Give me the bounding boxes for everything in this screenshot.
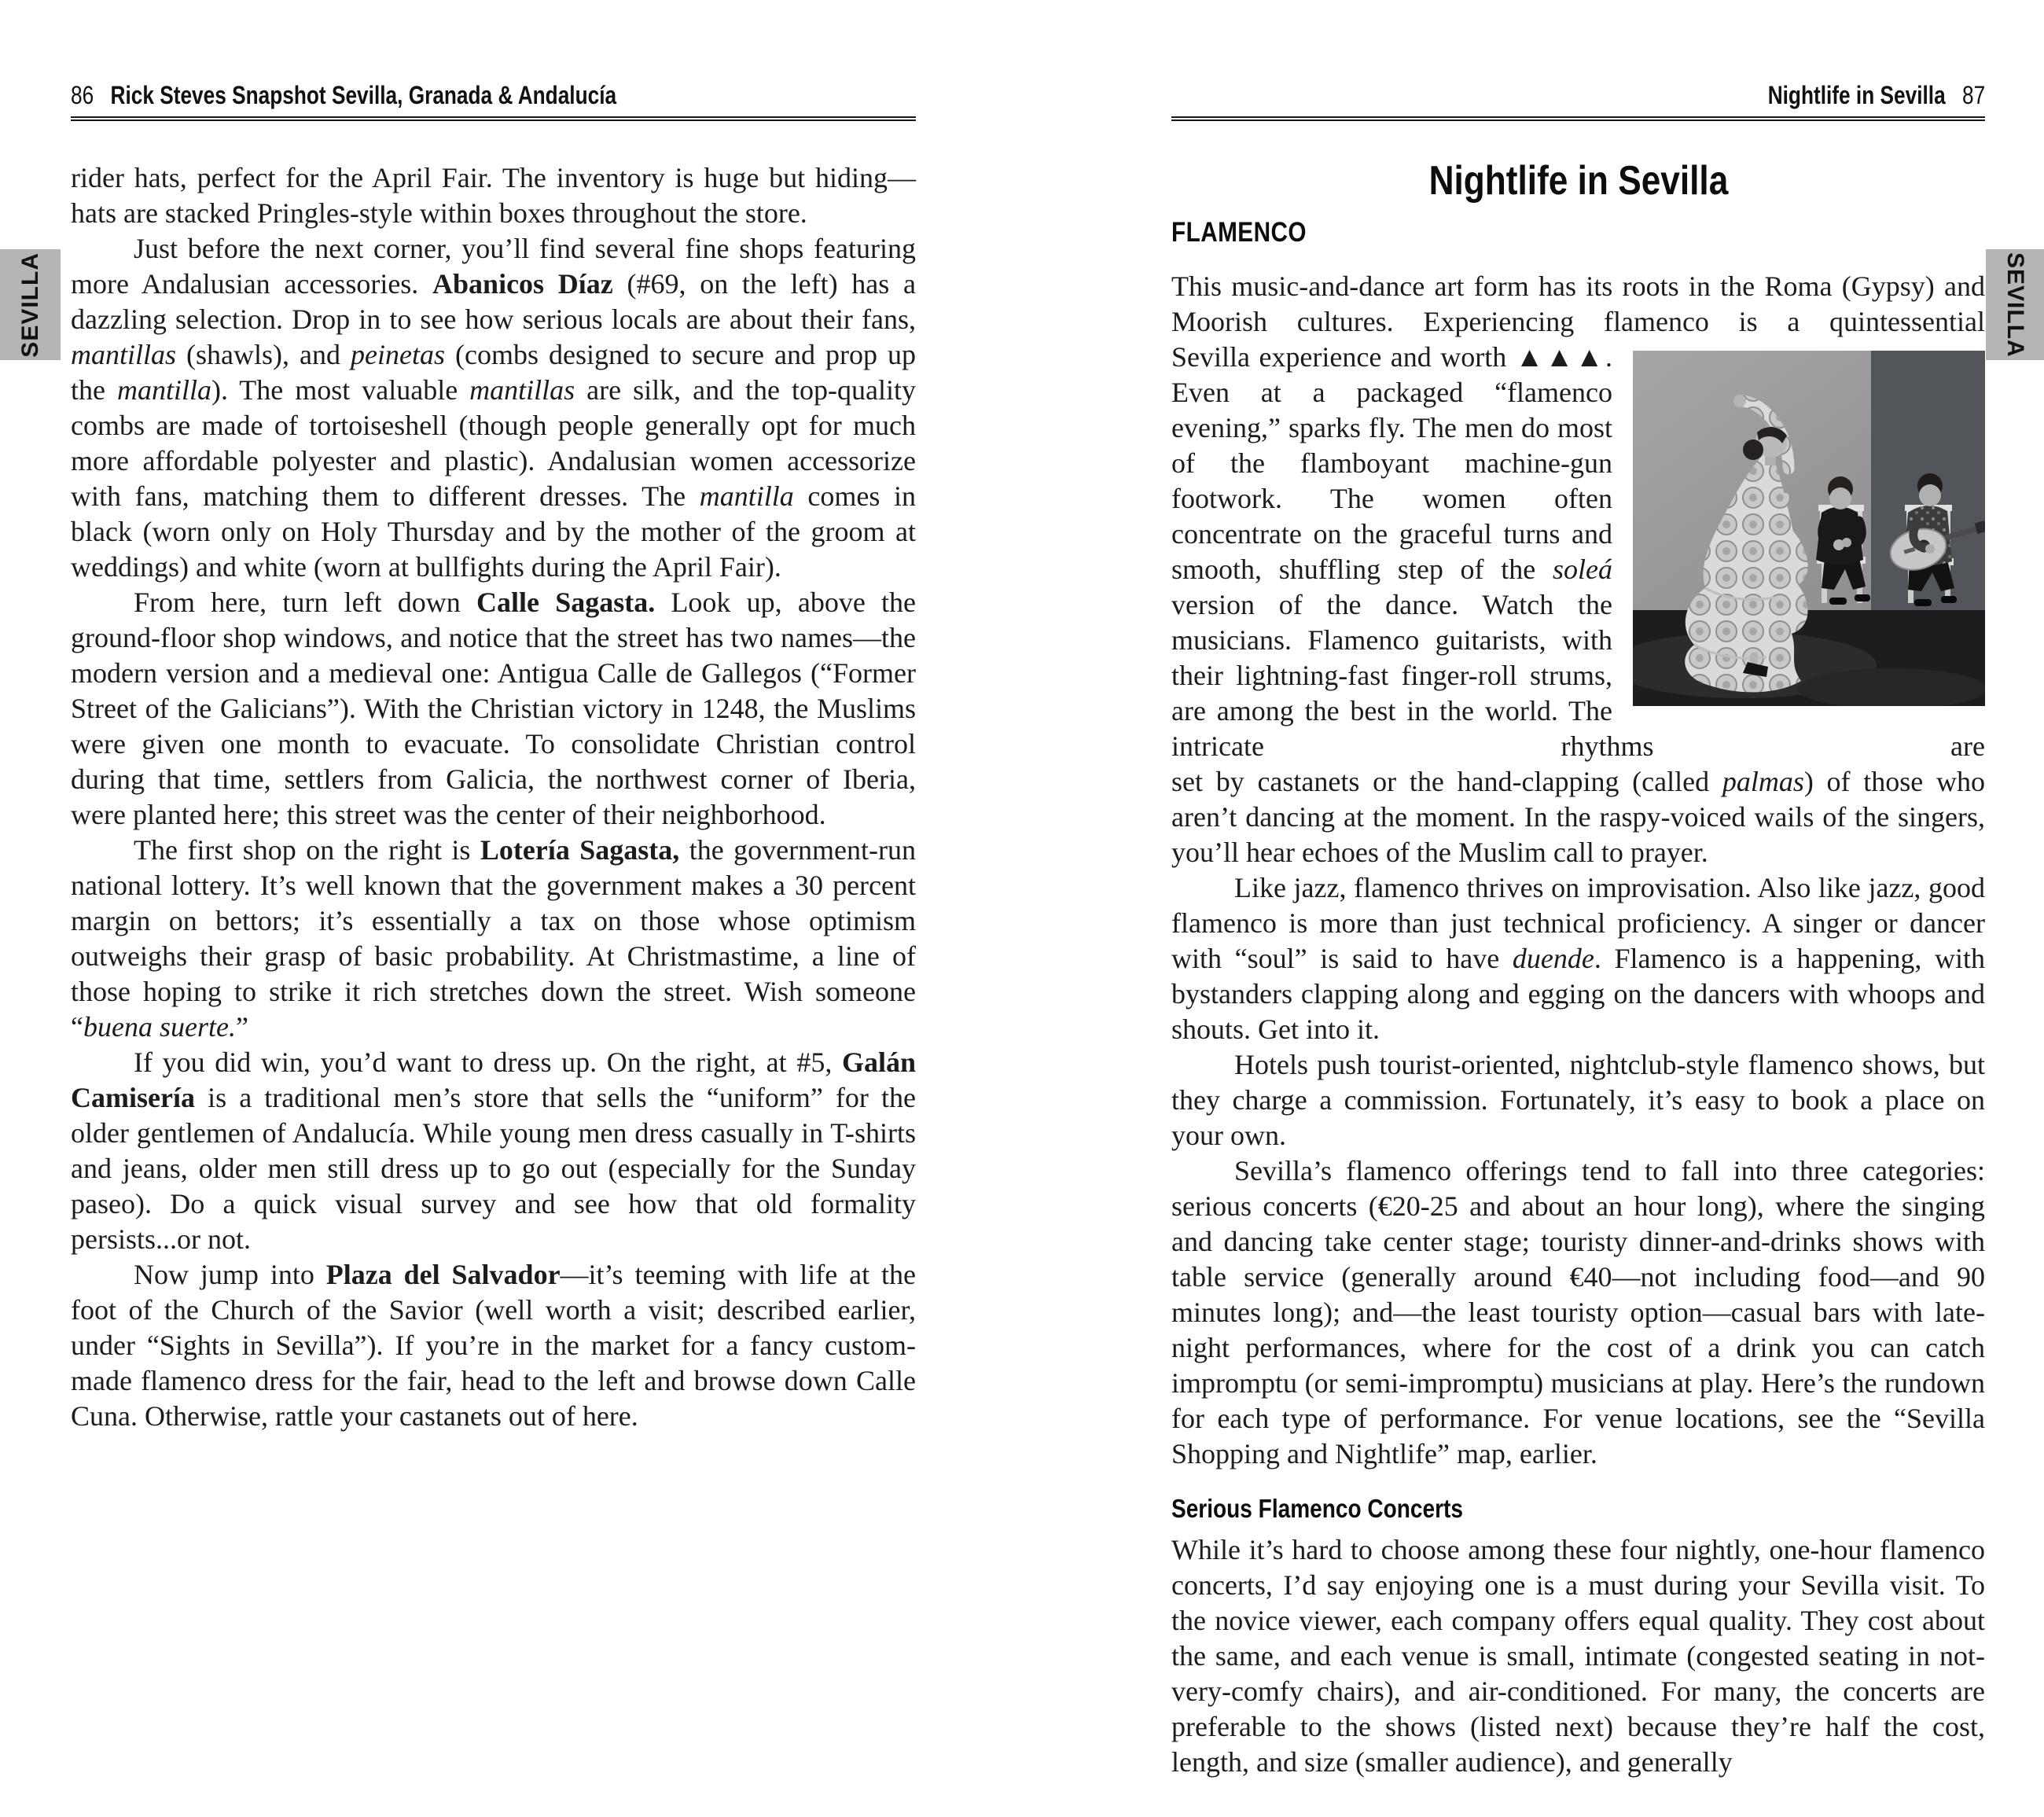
right-page-number: 87 — [1961, 81, 1985, 109]
paragraph: set by castanets or the hand-clapping (called palmas) of those who aren’t dancing at the moment. In the raspy-voiced wails of the singers, you’ll hear echoes of the Muslim call to prayer. — [1171, 766, 1985, 868]
left-page-edge-tab — [0, 249, 61, 360]
left-running-title: Rick Steves Snapshot Sevilla, Granada & Andalucía — [110, 81, 617, 109]
left-tab-label: SEVILLA — [17, 252, 43, 358]
left-page — [71, 69, 916, 1434]
paragraph: Like jazz, flamenco thrives on improvisation. Also like jazz, good flamenco is more than just technical proficiency. A singer or dancer with “soul” is said to have duende. Flamenco is a happening, with bystanders clapping along and egging on the dancers with whoops and shouts. Get into it. — [1171, 872, 1985, 1045]
paragraph: If you did win, you’d want to dress up. On the right, at #5, Galán Camisería is a traditional men’s store that sells the “uniform” for the older gentlemen of Andalucía. While young men dress casually in T-shirts and jeans, older men still dress up to go out (especially for the Sunday paseo). Do a quick visual survey and see how that old formality persists...or not. — [71, 1046, 916, 1255]
paragraph-with-photo: Sevilla experience and worth ▲▲▲. Even at a packaged “flamenco evening,” sparks fly. The men do most of the flamboyant machine-gun footwork. The women often concentrate on the graceful turns and smooth, shuffling step of the soleá version of the dance. Watch the musicians. Flamenco guitarists, with their lightning-fast finger-roll strums, are among the best in the world. The intricate rhythms are — [1171, 340, 1985, 764]
flamenco-subheading: FLAMENCO — [1171, 217, 1307, 248]
section-title: Nightlife in Sevilla — [1428, 158, 1728, 204]
serious-flamenco-concerts-heading: Serious Flamenco Concerts — [1171, 1494, 1463, 1523]
right-page — [1171, 69, 1985, 1780]
paragraph: Just before the next corner, you’ll find several fine shops featuring more Andalusian accessories. Abanicos Díaz (#69, on the left) has a dazzling selection. Drop in to see how serious locals are about their fans, mantillas (shawls), and peinetas (combs designed to secure and prop up the mantilla). The most valuable mantillas are silk, and the top-quality combs are made of tortoiseshell (though people generally opt for much more affordable polyester and plastic). Andalusian women accessorize with fans, matching them to different dresses. The mantilla comes in black (worn only on Holy Thursday and by the mother of the groom at weddings) and white (worn at bullfights during the April Fair). — [71, 233, 916, 583]
flamenco-photo-graphic — [1633, 351, 1985, 706]
paragraph: This music-and-dance art form has its roots in the Roma (Gypsy) and Moorish cultures. Experiencing flamenco is a quintessential — [1171, 270, 1985, 337]
paragraph: Hotels push tourist-oriented, nightclub-style flamenco shows, but they charge a commission. Fortunately, it’s easy to book a place on your own. — [1171, 1049, 1985, 1151]
right-running-head — [1171, 69, 1985, 121]
paragraph: Now jump into Plaza del Salvador—it’s teeming with life at the foot of the Church of the Savior (well worth a visit; described earlier, under “Sights in Sevilla”). If you’re in the market for a fancy custom-made flamenco dress for the fair, head to the left and browse down Calle Cuna. Otherwise, rattle your castanets out of here. — [71, 1259, 916, 1432]
paragraph: From here, turn left down Calle Sagasta. Look up, above the ground-floor shop windows, and notice that the street has two names—the modern version and a medieval one: Antigua Calle de Gallegos (“Former Street of the Galicians”). With the Christian victory in 1248, the Muslims were given one month to evacuate. To consolidate Christian control during that time, settlers from Galicia, the northwest corner of Iberia, were planted here; this street was the center of their neighborhood. — [71, 587, 917, 830]
paragraph: The first shop on the right is Lotería Sagasta, the government-run national lottery. It’s well known that the government makes a 30 percent margin on bettors; it’s essentially a tax on those whose optimism outweighs their grasp of basic probability. At Christmastime, a line of those hoping to strike it rich stretches down the street. Wish someone “buena suerte.” — [71, 834, 917, 1043]
paragraph: rider hats, perfect for the April Fair. The inventory is huge but hiding—hats are stacked Pringles-style within boxes throughout the store. — [71, 162, 916, 229]
left-page-body — [71, 160, 916, 1434]
paragraph: While it’s hard to choose among these four nightly, one-hour flamenco concerts, I’d say enjoying one is a must during your Sevilla visit. To the novice viewer, each company offers equal quality. They cost about the same, and each venue is small, intimate (congested seating in not-very-comfy chairs), and air-conditioned. For many, the concerts are preferable to the shows (listed next) because they’re half the cost, length, and size (smaller audience), and generally — [1171, 1534, 1985, 1778]
right-tab-label: SEVILLA — [2002, 252, 2028, 358]
left-running-head — [71, 69, 916, 121]
right-running-title: Nightlife in Sevilla — [1767, 81, 1946, 109]
paragraph: Sevilla’s flamenco offerings tend to fall into three categories: serious concerts (€20-25 and about an hour long), where the singing and dancing take center stage; touristy dinner-and-drinks shows with table service (generally around €40—not including food—and 90 minutes long); and—the least touristy option—casual bars with late-night performances, where for the cost of a drink you can catch impromptu (or semi-impromptu) musicians at play. Here’s the rundown for each type of performance. For venue locations, see the “Sevilla Shopping and Nightlife” map, earlier. — [1171, 1155, 1985, 1469]
right-page-body — [1171, 269, 1985, 1780]
right-page-edge-tab — [1986, 249, 2044, 360]
left-page-number: 86 — [71, 81, 94, 109]
flamenco-photo — [1633, 351, 1985, 706]
